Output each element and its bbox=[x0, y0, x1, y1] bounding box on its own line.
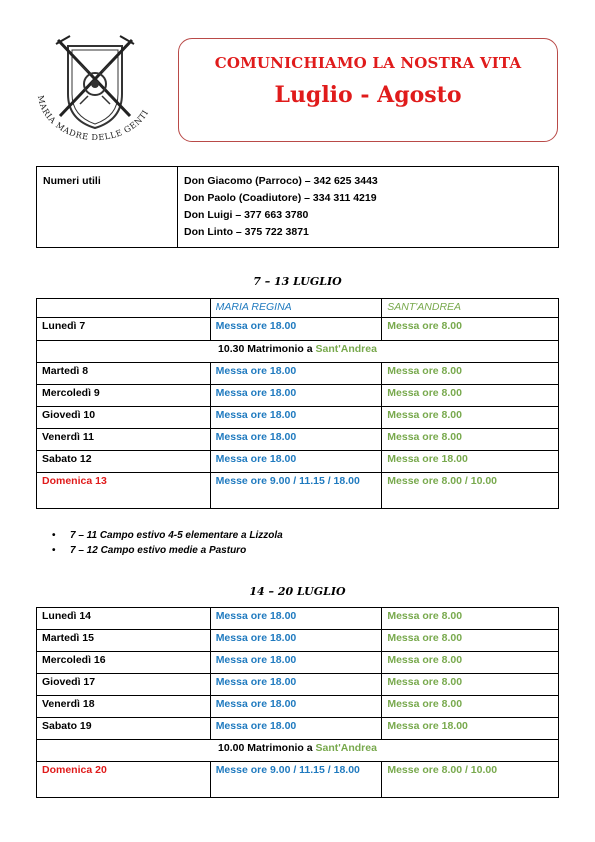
day-cell: Martedì 15 bbox=[37, 630, 211, 652]
table-row bbox=[37, 652, 559, 674]
table-row bbox=[37, 407, 559, 429]
sant-andrea-cell: Messa ore 8.00 bbox=[382, 608, 559, 630]
sant-andrea-cell: Messa ore 18.00 bbox=[382, 451, 559, 473]
event-place: Sant'Andrea bbox=[315, 343, 377, 355]
contacts-list bbox=[178, 167, 559, 248]
event-row bbox=[37, 740, 559, 762]
note-text: 7 – 12 Campo estivo medie a Pasturo bbox=[70, 545, 247, 556]
table-row bbox=[37, 630, 559, 652]
table-row bbox=[37, 674, 559, 696]
contact-line: Don Luigi – 377 663 3780 bbox=[184, 209, 309, 221]
week1-title: 7 – 13 LUGLIO bbox=[253, 275, 342, 288]
maria-regina-cell: Messa ore 18.00 bbox=[210, 407, 382, 429]
table-row bbox=[37, 762, 559, 798]
sant-andrea-cell: Messa ore 8.00 bbox=[382, 696, 559, 718]
notes-list bbox=[52, 528, 283, 558]
sant-andrea-cell: Messa ore 8.00 bbox=[382, 674, 559, 696]
table-row bbox=[37, 696, 559, 718]
maria-regina-cell: Messa ore 18.00 bbox=[210, 363, 382, 385]
parish-crest-icon bbox=[30, 34, 160, 144]
sunday-day-cell: Domenica 20 bbox=[37, 762, 211, 798]
table-row bbox=[37, 385, 559, 407]
day-cell: Mercoledì 9 bbox=[37, 385, 211, 407]
contact-line: Don Paolo (Coadiutore) – 334 311 4219 bbox=[184, 192, 377, 204]
sant-andrea-cell: Messe ore 8.00 / 10.00 bbox=[382, 473, 559, 509]
event-text: 10.00 Matrimonio a bbox=[218, 742, 316, 754]
maria-regina-cell: Messa ore 18.00 bbox=[210, 718, 382, 740]
day-cell: Venerdì 11 bbox=[37, 429, 211, 451]
sant-andrea-cell: Messa ore 8.00 bbox=[382, 318, 559, 341]
week2-title: 14 – 20 LUGLIO bbox=[249, 585, 346, 598]
table-row bbox=[37, 718, 559, 740]
contacts-label: Numeri utili bbox=[37, 167, 178, 248]
maria-regina-cell: Messe ore 9.00 / 11.15 / 18.00 bbox=[210, 762, 382, 798]
day-cell: Sabato 12 bbox=[37, 451, 211, 473]
header-period: Luglio - Agosto bbox=[274, 82, 462, 108]
maria-regina-cell: Messa ore 18.00 bbox=[210, 451, 382, 473]
table-row bbox=[37, 429, 559, 451]
column-header-sant-andrea: SANT'ANDREA bbox=[382, 299, 559, 318]
svg-text:MARIA MADRE DELLE GENTI bbox=[36, 94, 151, 142]
event-text: 10.30 Matrimonio a bbox=[218, 343, 316, 355]
day-cell: Giovedì 10 bbox=[37, 407, 211, 429]
maria-regina-cell: Messa ore 18.00 bbox=[210, 652, 382, 674]
event-row bbox=[37, 341, 559, 363]
column-header-maria-regina: MARIA REGINA bbox=[210, 299, 382, 318]
event-place: Sant'Andrea bbox=[315, 742, 377, 754]
day-cell: Lunedì 14 bbox=[37, 608, 211, 630]
day-cell: Lunedì 7 bbox=[37, 318, 211, 341]
sant-andrea-cell: Messa ore 8.00 bbox=[382, 363, 559, 385]
sant-andrea-cell: Messa ore 8.00 bbox=[382, 630, 559, 652]
sant-andrea-cell: Messa ore 18.00 bbox=[382, 718, 559, 740]
bullet-icon: • bbox=[52, 545, 56, 556]
event-cell bbox=[37, 341, 559, 363]
maria-regina-cell: Messe ore 9.00 / 11.15 / 18.00 bbox=[210, 473, 382, 509]
day-cell: Venerdì 18 bbox=[37, 696, 211, 718]
maria-regina-cell: Messa ore 18.00 bbox=[210, 674, 382, 696]
list-item bbox=[52, 528, 283, 543]
maria-regina-cell: Messa ore 18.00 bbox=[210, 630, 382, 652]
week2-table bbox=[36, 607, 559, 798]
header-box bbox=[178, 38, 558, 142]
week1-table bbox=[36, 298, 559, 509]
sant-andrea-cell: Messa ore 8.00 bbox=[382, 652, 559, 674]
sant-andrea-cell: Messa ore 8.00 bbox=[382, 407, 559, 429]
sunday-day-cell: Domenica 13 bbox=[37, 473, 211, 509]
maria-regina-cell: Messa ore 18.00 bbox=[210, 608, 382, 630]
event-cell bbox=[37, 740, 559, 762]
day-cell: Giovedì 17 bbox=[37, 674, 211, 696]
note-text: 7 – 11 Campo estivo 4-5 elementare a Lizzola bbox=[70, 530, 283, 541]
maria-regina-cell: Messa ore 18.00 bbox=[210, 385, 382, 407]
contact-line: Don Linto – 375 722 3871 bbox=[184, 226, 309, 238]
maria-regina-cell: Messa ore 18.00 bbox=[210, 318, 382, 341]
sant-andrea-cell: Messa ore 8.00 bbox=[382, 429, 559, 451]
sant-andrea-cell: Messa ore 8.00 bbox=[382, 385, 559, 407]
header-title: COMUNICHIAMO LA NOSTRA VITA bbox=[214, 54, 522, 72]
contact-line: Don Giacomo (Parroco) – 342 625 3443 bbox=[184, 175, 378, 187]
contacts-table bbox=[36, 166, 559, 248]
day-cell: Sabato 19 bbox=[37, 718, 211, 740]
table-row bbox=[37, 363, 559, 385]
header-empty-cell bbox=[37, 299, 211, 318]
logo-motto: MARIA MADRE DELLE GENTI bbox=[35, 94, 151, 143]
maria-regina-cell: Messa ore 18.00 bbox=[210, 429, 382, 451]
day-cell: Martedì 8 bbox=[37, 363, 211, 385]
sant-andrea-cell: Messe ore 8.00 / 10.00 bbox=[382, 762, 559, 798]
table-row bbox=[37, 318, 559, 341]
table-row bbox=[37, 473, 559, 509]
table-row bbox=[37, 608, 559, 630]
day-cell: Mercoledì 16 bbox=[37, 652, 211, 674]
maria-regina-cell: Messa ore 18.00 bbox=[210, 696, 382, 718]
bullet-icon: • bbox=[52, 530, 56, 541]
table-row bbox=[37, 451, 559, 473]
list-item bbox=[52, 543, 283, 558]
